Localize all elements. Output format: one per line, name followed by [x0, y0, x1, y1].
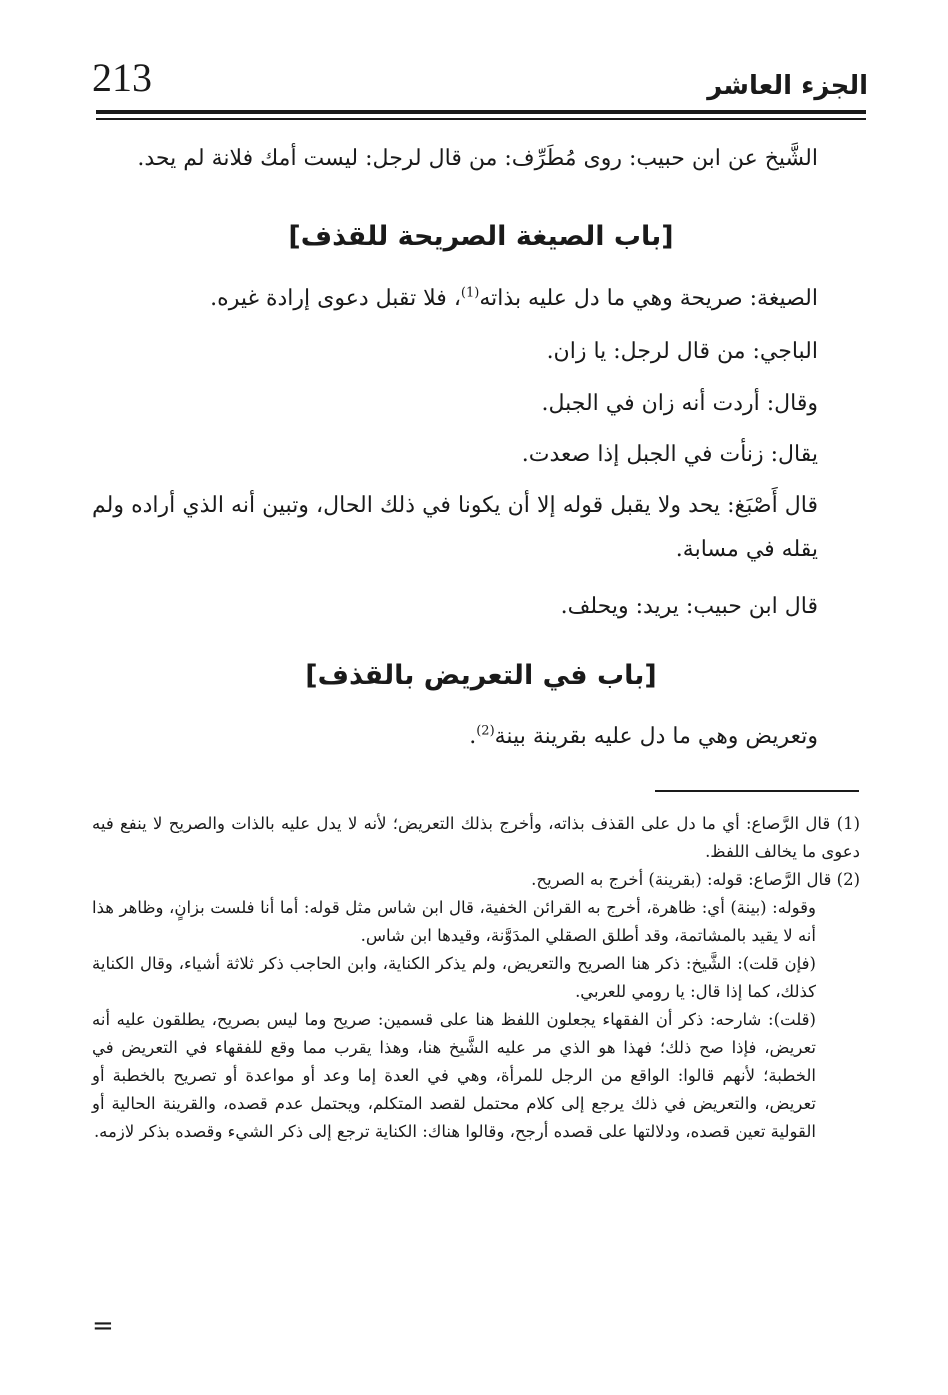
footnote-1-number: (1): [836, 814, 860, 833]
section-heading-1: [باب الصيغة الصريحة للقذف]: [288, 221, 674, 252]
body-line-2-end: ، فلا تقبل دعوى إرادة غيره.: [210, 286, 461, 311]
body-line-8: [469, 715, 818, 759]
footnote-2-paragraph-2: وقوله: (بينة) أي: ظاهرة، أخرج به القرائن الخفية، قال ابن شاس مثل قوله: أما أنا فلست بزانٍ، وظاهر هذا أنه لا يقيد بالمشاتمة، وقد أطلق الصقلي المدَوَّنة، وقيدها ابن شاس.: [92, 898, 816, 945]
body-line-7: قال ابن حبيب: يريد: ويحلف.: [560, 594, 818, 619]
footnote-ref-2: (2): [476, 723, 495, 739]
running-header-title: الجزء العاشر: [707, 71, 868, 101]
continuation-mark: =: [92, 1311, 114, 1341]
footnote-1: [92, 810, 860, 866]
footnote-2-paragraph-3: (فإن قلت): الشَّيخ: ذكر هنا الصريح والتعريض، ولم يذكر الكناية، وابن الحاجب ذكر ثلاثة أشياء، وقال الكناية كذلك، كما إذا قال: يا رومي للعربي.: [92, 954, 816, 1001]
footnote-separator: [655, 790, 859, 792]
body-line-3: الباجي: من قال لرجل: يا زان.: [546, 339, 818, 364]
footnote-2: [92, 866, 860, 894]
body-line-4: وقال: أردت أنه زان في الجبل.: [541, 391, 818, 416]
footnote-1-text: قال الرَّصاع: أي ما دل على القذف بذاته، وأخرج بذلك التعريض؛ لأنه لا يدل عليه بالذات والصريح لا ينفع فيه دعوى ما يخالف اللفظ.: [92, 814, 860, 861]
footnote-ref-1: (1): [460, 285, 480, 301]
body-paragraph-asbagh: قال أَصْبَغ: يحد ولا يقبل قوله إلا أن يكونا في ذلك الحال، وتبين أنه الذي أراده ولم يقله في مسابة.: [92, 493, 818, 562]
body-line-2: [210, 277, 818, 321]
footnote-2-number: (2): [836, 870, 860, 889]
body-line-5: يقال: زنأت في الجبل إذا صعدت.: [521, 442, 818, 467]
footnote-2-text: قال الرَّصاع: قوله: (بقرينة) أخرج به الصريح.: [531, 870, 832, 889]
page-number: 213: [92, 55, 152, 100]
body-line-1: الشَّيخ عن ابن حبيب: روى مُطَرِّف: من قال لرجل: ليست أمك فلانة لم يحد.: [137, 146, 818, 171]
header-rule-thin: [96, 118, 866, 120]
body-line-8-start: وتعريض وهي ما دل عليه بقرينة بينة: [494, 724, 818, 749]
footnote-2-paragraph-4: (قلت): شارحه: ذكر أن الفقهاء يجعلون اللفظ هنا على قسمين: صريح وما ليس بصريح، يطلقون عليه أنه تعريض، فإذا صح ذلك؛ فهذا هو الذي مر عليه الشَّيخ هنا، وهذا يقرب مما وقع للفقهاء في التعريض في الخطبة؛ لأنهم قالوا: الواقع من الرجل للمرأة، وهي في العدة إما وعد أو مواعدة أو تصريح بالخطبة أو تعريض، والتعريض في ذلك يرجع إلى كلام محتمل لقصد المتكلم، ويحتمل عدم قصده، والقرينة الحالية أو القولية تعين قصده، ودلالتها على قصده أرجح، وقالوا هناك: الكناية ترجع إلى ذكر الشيء وقصده بذكر لازمه.: [92, 1010, 816, 1141]
body-line-2-start: الصيغة: صريحة وهي ما دل عليه بذاته: [479, 286, 818, 311]
body-line-8-end: .: [469, 724, 477, 749]
header-rule-thick: [96, 110, 866, 114]
section-heading-2: [باب في التعريض بالقذف]: [305, 660, 657, 691]
footnotes: [92, 810, 860, 1146]
